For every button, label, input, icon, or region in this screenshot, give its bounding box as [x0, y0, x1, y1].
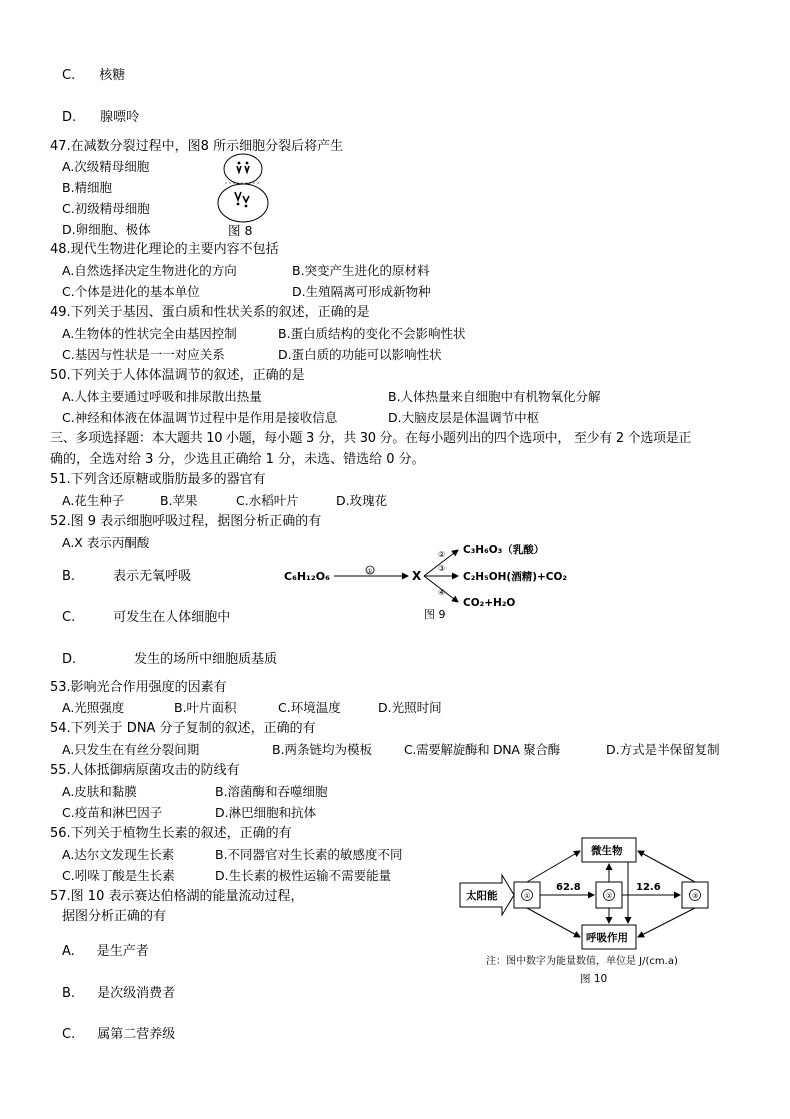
- q53-option-b: B.叶片面积: [174, 700, 237, 715]
- q52-option-c: C. 可发生在人体细胞中: [62, 610, 231, 625]
- aerobic-product: CO₂+H₂O: [463, 597, 516, 609]
- q52-option-d: D. 发生的场所中细胞质基质: [62, 652, 278, 667]
- x-label: X: [412, 569, 422, 583]
- lactic-acid-product: C₃H₆O₃（乳酸）: [463, 544, 545, 556]
- step-3-label: ③: [438, 564, 446, 573]
- q52-option-a: A.X 表示丙酮酸: [62, 535, 150, 550]
- q50-option-b: B.人体热量来自细胞中有机物氧化分解: [388, 389, 601, 404]
- q53-option-a: A.光照强度: [62, 700, 125, 715]
- node-3-label: ③: [692, 892, 699, 900]
- q55-option-c: C.疫苗和淋巴因子: [62, 805, 163, 820]
- q54-option-a: A.只发生在有丝分裂间期: [62, 742, 200, 757]
- step-2-label: ②: [438, 550, 446, 559]
- q49-stem: 49.下列关于基因、蛋白质和性状关系的叙述，正确的是: [50, 305, 370, 320]
- q55-option-b: B.溶菌酶和吞噬细胞: [215, 784, 328, 799]
- q52-stem: 52.图 9 表示细胞呼吸过程，据图分析正确的有: [50, 514, 322, 529]
- node-2-label: ②: [606, 892, 613, 900]
- q46-option-c: C. 核糖: [62, 68, 126, 83]
- q55-option-d: D.淋巴细胞和抗体: [215, 805, 317, 820]
- respiration-label: 呼吸作用: [586, 932, 628, 944]
- q48-option-a: A.自然选择决定生物进化的方向: [62, 263, 237, 278]
- q55-stem: 55.人体抵御病原菌攻击的防线有: [50, 763, 240, 778]
- q56-stem: 56.下列关于植物生长素的叙述，正确的有: [50, 826, 292, 841]
- q56-option-d: D.生长素的极性运输不需要能量: [215, 868, 392, 883]
- q50-option-c: C.神经和体液在体温调节过程中是作用是接收信息: [62, 410, 338, 425]
- step-1-label: ①: [367, 568, 373, 575]
- q48-option-c: C.个体是进化的基本单位: [62, 284, 200, 299]
- step-4-label: ④: [438, 588, 446, 597]
- q54-option-b: B.两条链均为模板: [272, 742, 373, 757]
- figure-10-energy-flow-diagram: [456, 833, 718, 987]
- q56-option-a: A.达尔文发现生长素: [62, 847, 175, 862]
- glucose-label: C₆H₁₂O₆: [284, 570, 330, 583]
- section-3-heading: 三、多项选择题：本大题共 10 小题，每小题 3 分，共 30 分。在每小题列出的四个选项中， 至少有 2 个选项是正: [50, 431, 692, 446]
- figure-10-note: 注：图中数字为能量数值，单位是 J/(cm.a): [486, 956, 678, 967]
- q50-option-d: D.大脑皮层是体温调节中枢: [388, 410, 540, 425]
- q49-option-a: A.生物体的性状完全由基因控制: [62, 326, 237, 341]
- q49-option-b: B.蛋白质结构的变化不会影响性状: [278, 326, 466, 341]
- q50-stem: 50.下列关于人体体温调节的叙述，正确的是: [50, 368, 305, 383]
- q47-stem: 47.在减数分裂过程中，图8 所示细胞分裂后将产生: [50, 139, 344, 154]
- q57-option-b: B. 是次级消费者: [62, 986, 176, 1001]
- q56-option-c: C.吲哚丁酸是生长素: [62, 868, 175, 883]
- figure-8-cell-diagram: [215, 152, 271, 224]
- q52-option-b: B. 表示无氧呼吸: [62, 569, 192, 584]
- q54-option-d: D.方式是半保留复制: [606, 742, 720, 757]
- figure-8-caption: 图 8: [228, 223, 253, 238]
- q57-stem: 57.图 10 表示赛达伯格湖的能量流动过程，: [50, 889, 304, 904]
- q57-stem-cont: 据图分析正确的有: [62, 909, 167, 924]
- q54-option-c: C.需要解旋酶和 DNA 聚合酶: [404, 742, 560, 757]
- q48-option-d: D.生殖隔离可形成新物种: [292, 284, 431, 299]
- q53-stem: 53.影响光合作用强度的因素有: [50, 680, 227, 695]
- q51-option-c: C.水稻叶片: [236, 493, 299, 508]
- flow-value-1: 62.8: [556, 882, 581, 893]
- figure-9-caption: 图 9: [424, 608, 446, 621]
- microbes-label: 微生物: [591, 845, 623, 857]
- q48-option-b: B.突变产生进化的原材料: [292, 263, 430, 278]
- q49-option-d: D.蛋白质的功能可以影响性状: [278, 347, 442, 362]
- q50-option-a: A.人体主要通过呼吸和排尿散出热量: [62, 389, 262, 404]
- q51-option-d: D.玫瑰花: [336, 493, 388, 508]
- q51-stem: 51.下列含还原糖或脂肪最多的器官有: [50, 472, 266, 487]
- q46-option-d: D. 腺嘌呤: [62, 110, 140, 125]
- figure-10-caption: 图 10: [580, 973, 608, 985]
- q48-stem: 48.现代生物进化理论的主要内容不包括: [50, 242, 279, 257]
- q47-option-a: A.次级精母细胞: [62, 159, 150, 174]
- q47-option-c: C.初级精母细胞: [62, 201, 150, 216]
- figure-9-respiration-diagram: [282, 538, 592, 628]
- q56-option-b: B.不同器官对生长素的敏感度不同: [215, 847, 403, 862]
- q47-option-d: D.卵细胞、极体: [62, 222, 151, 237]
- section-3-heading-cont: 确的，全选对给 3 分，少选且正确给 1 分，未选、错选给 0 分。: [50, 452, 425, 467]
- flow-value-2: 12.6: [636, 882, 661, 893]
- q55-option-a: A.皮肤和黏膜: [62, 784, 137, 799]
- ethanol-product: C₂H₅OH(酒精)+CO₂: [463, 571, 568, 583]
- node-1-label: ①: [524, 892, 531, 900]
- q57-option-a: A. 是生产者: [62, 944, 149, 959]
- q51-option-b: B.苹果: [160, 493, 198, 508]
- q54-stem: 54.下列关于 DNA 分子复制的叙述，正确的有: [50, 721, 316, 736]
- q47-option-b: B.精细胞: [62, 180, 113, 195]
- q49-option-c: C.基因与性状是一一对应关系: [62, 347, 225, 362]
- q57-option-c: C. 属第二营养级: [62, 1027, 176, 1042]
- q53-option-c: C.环境温度: [278, 700, 341, 715]
- solar-energy-label: 太阳能: [466, 890, 498, 902]
- q53-option-d: D.光照时间: [378, 700, 442, 715]
- q51-option-a: A.花生种子: [62, 493, 125, 508]
